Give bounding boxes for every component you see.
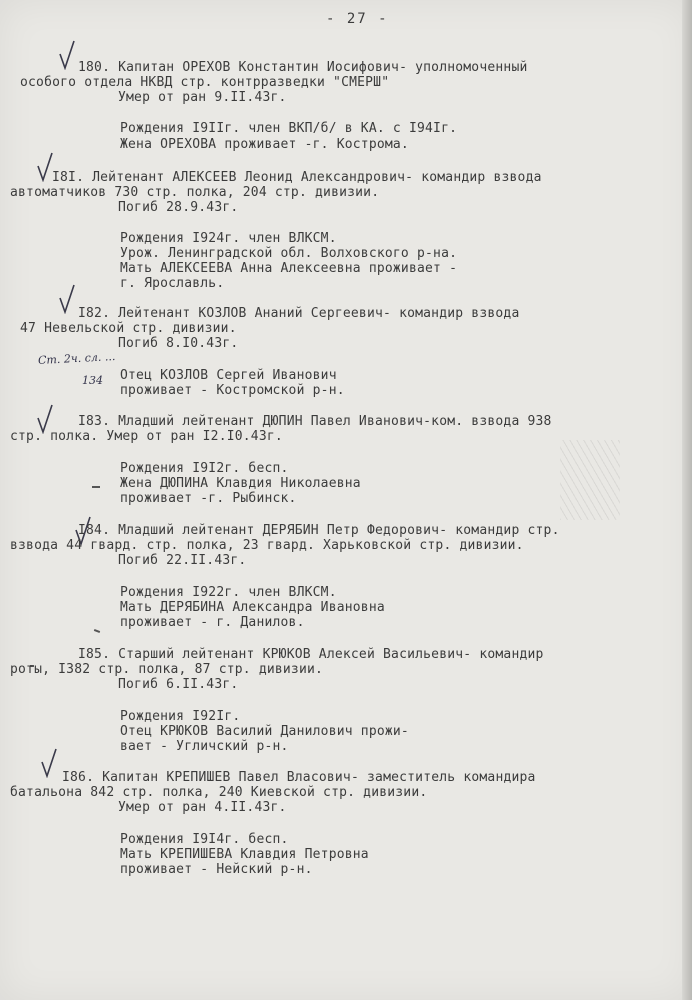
entry-180-line-4: Рождения I9IIг. член ВКП/б/ в КА. с I94Iг. (120, 121, 458, 136)
entry-184-line-5: Мать ДЕРЯБИНА Александра Ивановна (120, 600, 385, 615)
entry-183-line-3: Рождения I9I2г. бесп. (120, 461, 289, 476)
entry-186-line-1: I86. Капитан КРЕПИШЕВ Павел Власович- заместитель командира (62, 770, 536, 785)
entry-184-line-1: I84. Младший лейтенант ДЕРЯБИН Петр Федорович- командир стр. (78, 523, 560, 538)
entry-185-line-3: Погиб 6.II.43г. (118, 677, 239, 692)
entry-183-line-2: стр. полка. Умер от ран I2.I0.43г. (10, 429, 283, 444)
entry-184-line-3: Погиб 22.II.43г. (118, 553, 247, 568)
page-edge (682, 0, 692, 1000)
entry-185-line-2: роты, I382 стр. полка, 87 стр. дивизии. (10, 662, 324, 677)
entry-181-line-6: Мать АЛЕКСЕЕВА Анна Алексеевна проживает - (120, 261, 458, 276)
entry-183-line-1: I83. Младший лейтенант ДЮПИН Павел Иванович-ком. взвода 938 (78, 414, 552, 429)
entry-181-line-5: Урож. Ленинградской обл. Волховского р-на. (120, 246, 458, 261)
entry-186-line-5: Мать КРЕПИШЕВА Клавдия Петровна (120, 847, 369, 862)
entry-185-line-4: Рождения I92Iг. (120, 709, 241, 724)
entry-185-line-5: Отец КРЮКОВ Василий Данилович прожи- (120, 724, 409, 739)
entry-182-line-5: проживает - Костромской р-н. (120, 383, 345, 398)
entry-180-line-1: 180. Капитан ОРЕХОВ Константин Иосифович- уполномоченный (78, 60, 528, 75)
check-mark-icon (58, 40, 76, 70)
entry-181-line-1: I8I. Лейтенант АЛЕКСЕЕВ Леонид Александрович- командир взвода (52, 170, 542, 185)
entry-183-line-4: Жена ДЮПИНА Клавдия Николаевна (120, 476, 361, 491)
margin-handwritten-note: Ст. 2ч. сл. ... (37, 349, 116, 368)
entry-182-line-2: 47 Невельской стр. дивизии. (20, 321, 237, 336)
entry-180-line-2: особого отдела НКВД стр. контрразведки "СМЕРШ" (20, 75, 390, 90)
entry-183-line-5: проживает -г. Рыбинск. (120, 491, 297, 506)
check-mark-icon (58, 284, 76, 314)
pencil-mark (94, 629, 100, 633)
entry-186-line-2: батальона 842 стр. полка, 240 Киевской стр. дивизии. (10, 785, 428, 800)
bleed-through-marks (560, 440, 620, 520)
entry-180-line-3: Умер от ран 9.II.43г. (118, 90, 287, 105)
margin-handwritten-number: 134 (82, 374, 103, 387)
entry-181-line-7: г. Ярославль. (120, 276, 225, 291)
entry-185-line-1: I85. Старший лейтенант КРЮКОВ Алексей Васильевич- командир (78, 647, 544, 662)
entry-181-line-4: Рождения I924г. член ВЛКСМ. (120, 231, 337, 246)
entry-186-line-3: Умер от ран 4.II.43г. (118, 800, 287, 815)
entry-182-line-4: Отец КОЗЛОВ Сергей Иванович (120, 368, 337, 383)
check-mark-icon (40, 748, 58, 778)
entry-184-line-4: Рождения I922г. член ВЛКСМ. (120, 585, 337, 600)
page-number: - 27 - (326, 11, 389, 27)
entry-181-line-3: Погиб 28.9.43г. (118, 200, 239, 215)
entry-184-line-6: проживает - г. Данилов. (120, 615, 305, 630)
entry-182-line-1: I82. Лейтенант КОЗЛОВ Ананий Сергеевич- командир взвода (78, 306, 520, 321)
entry-181-line-2: автоматчиков 730 стр. полка, 204 стр. дивизии. (10, 185, 380, 200)
entry-184-line-2: взвода 44 гвард. стр. полка, 23 гвард. Харьковской стр. дивизии. (10, 538, 524, 553)
entry-186-line-4: Рождения I9I4г. бесп. (120, 832, 289, 847)
entry-185-line-6: вает - Угличский р-н. (120, 739, 289, 754)
entry-182-line-3: Погиб 8.I0.43г. (118, 336, 239, 351)
pencil-dash (92, 486, 100, 488)
entry-180-line-5: Жена ОРЕХОВА проживает -г. Кострома. (120, 137, 409, 152)
entry-186-line-6: проживает - Нейский р-н. (120, 862, 313, 877)
